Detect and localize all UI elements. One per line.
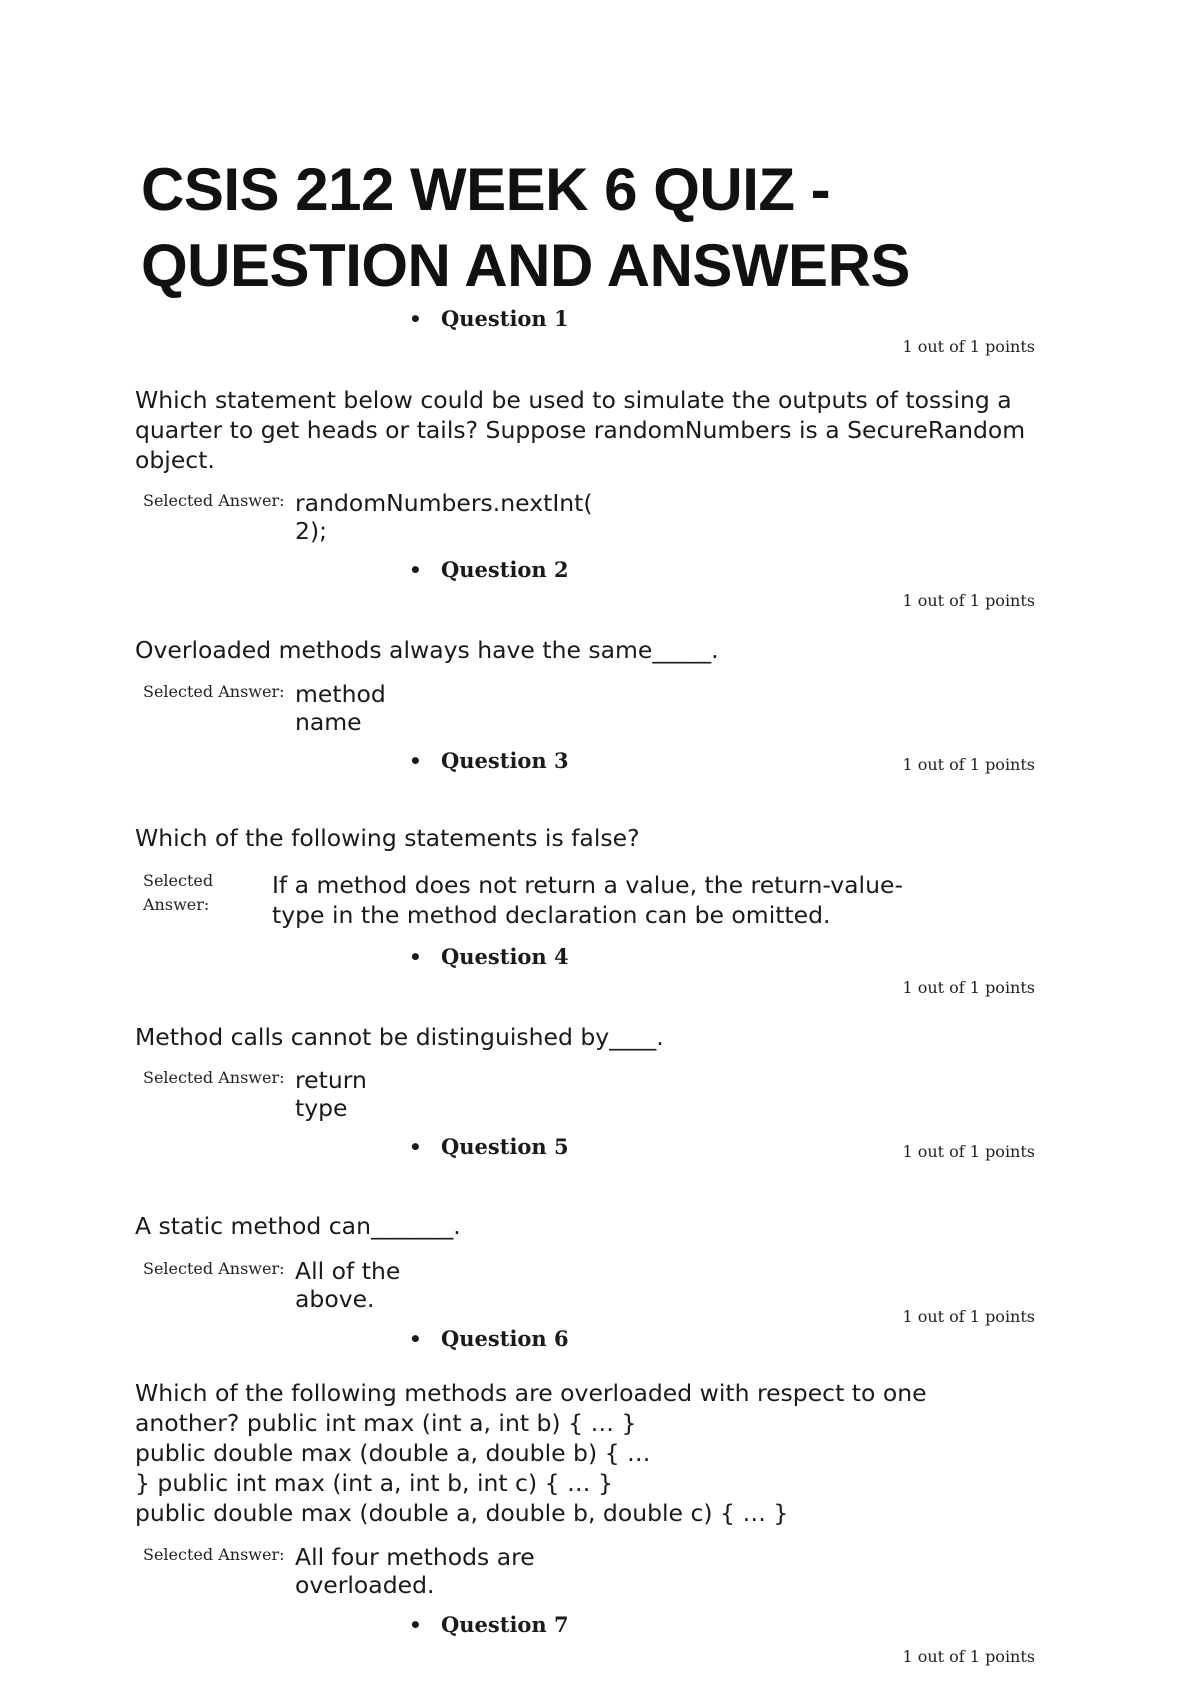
question-4-text: Method calls cannot be distinguished by____. bbox=[135, 1023, 664, 1051]
question-6-heading bbox=[409, 1326, 569, 1352]
question-4-heading bbox=[409, 944, 569, 970]
question-2-selected-answer: method name bbox=[295, 680, 386, 736]
question-5-heading bbox=[409, 1134, 569, 1160]
bullet-icon: • bbox=[409, 1327, 422, 1351]
question-3-heading-label: Question 3 bbox=[441, 748, 569, 773]
question-2-heading-label: Question 2 bbox=[441, 557, 569, 582]
question-1-points: 1 out of 1 points bbox=[902, 337, 1035, 356]
question-5-selected-answer-label: Selected Answer: bbox=[143, 1259, 285, 1278]
document-title-line-2: QUESTION AND ANSWERS bbox=[141, 232, 910, 299]
question-1-selected-answer-label: Selected Answer: bbox=[143, 491, 285, 510]
question-3-selected-answer: If a method does not return a value, the return-value- type in the method declaration can be omitted. bbox=[272, 871, 903, 929]
question-4-points: 1 out of 1 points bbox=[902, 978, 1035, 997]
question-1-heading bbox=[409, 306, 569, 332]
bullet-icon: • bbox=[409, 307, 422, 331]
question-2-selected-answer-label: Selected Answer: bbox=[143, 682, 285, 701]
bullet-icon: • bbox=[409, 749, 422, 773]
question-1-selected-answer: randomNumbers.nextInt( 2); bbox=[295, 489, 593, 545]
question-2-heading bbox=[409, 557, 569, 583]
question-1-text: Which statement below could be used to simulate the outputs of tossing a quarter to get heads or tails? Suppose randomNumbers is a SecureRandom object. bbox=[135, 386, 1026, 474]
bullet-icon: • bbox=[409, 558, 422, 582]
question-2-text: Overloaded methods always have the same_____. bbox=[135, 636, 719, 664]
question-4-selected-answer: return type bbox=[295, 1066, 367, 1122]
bullet-icon: • bbox=[409, 1135, 422, 1159]
question-5-points: 1 out of 1 points bbox=[902, 1142, 1035, 1161]
question-2-points: 1 out of 1 points bbox=[902, 591, 1035, 610]
question-7-heading bbox=[409, 1612, 569, 1638]
question-3-points: 1 out of 1 points bbox=[902, 755, 1035, 774]
question-1-heading-label: Question 1 bbox=[441, 306, 569, 331]
question-4-heading-label: Question 4 bbox=[441, 944, 569, 969]
question-7-heading-label: Question 7 bbox=[441, 1612, 569, 1637]
document-title-line-1: CSIS 212 WEEK 6 QUIZ - bbox=[141, 156, 831, 223]
question-5-selected-answer: All of the above. bbox=[295, 1257, 401, 1313]
bullet-icon: • bbox=[409, 1613, 422, 1637]
question-6-points: 1 out of 1 points bbox=[902, 1307, 1035, 1326]
question-6-text: Which of the following methods are overloaded with respect to one another? public int max (int a, int b) { … } public double max (double a, double b) { … } public int max (int a, int b, int c) { … } public double max (double a, double b, double c) { … } bbox=[135, 1379, 927, 1527]
question-6-selected-answer-label: Selected Answer: bbox=[143, 1545, 285, 1564]
question-5-heading-label: Question 5 bbox=[441, 1134, 569, 1159]
question-4-selected-answer-label: Selected Answer: bbox=[143, 1068, 285, 1087]
bullet-icon: • bbox=[409, 945, 422, 969]
question-3-heading bbox=[409, 748, 569, 774]
question-5-text: A static method can_______. bbox=[135, 1212, 461, 1240]
question-6-heading-label: Question 6 bbox=[441, 1326, 569, 1351]
question-3-selected-answer-label: Selected Answer: bbox=[143, 871, 214, 914]
question-6-selected-answer: All four methods are overloaded. bbox=[295, 1543, 535, 1599]
question-3-text: Which of the following statements is false? bbox=[135, 824, 640, 852]
question-7-points: 1 out of 1 points bbox=[902, 1647, 1035, 1666]
document-title bbox=[141, 152, 910, 304]
